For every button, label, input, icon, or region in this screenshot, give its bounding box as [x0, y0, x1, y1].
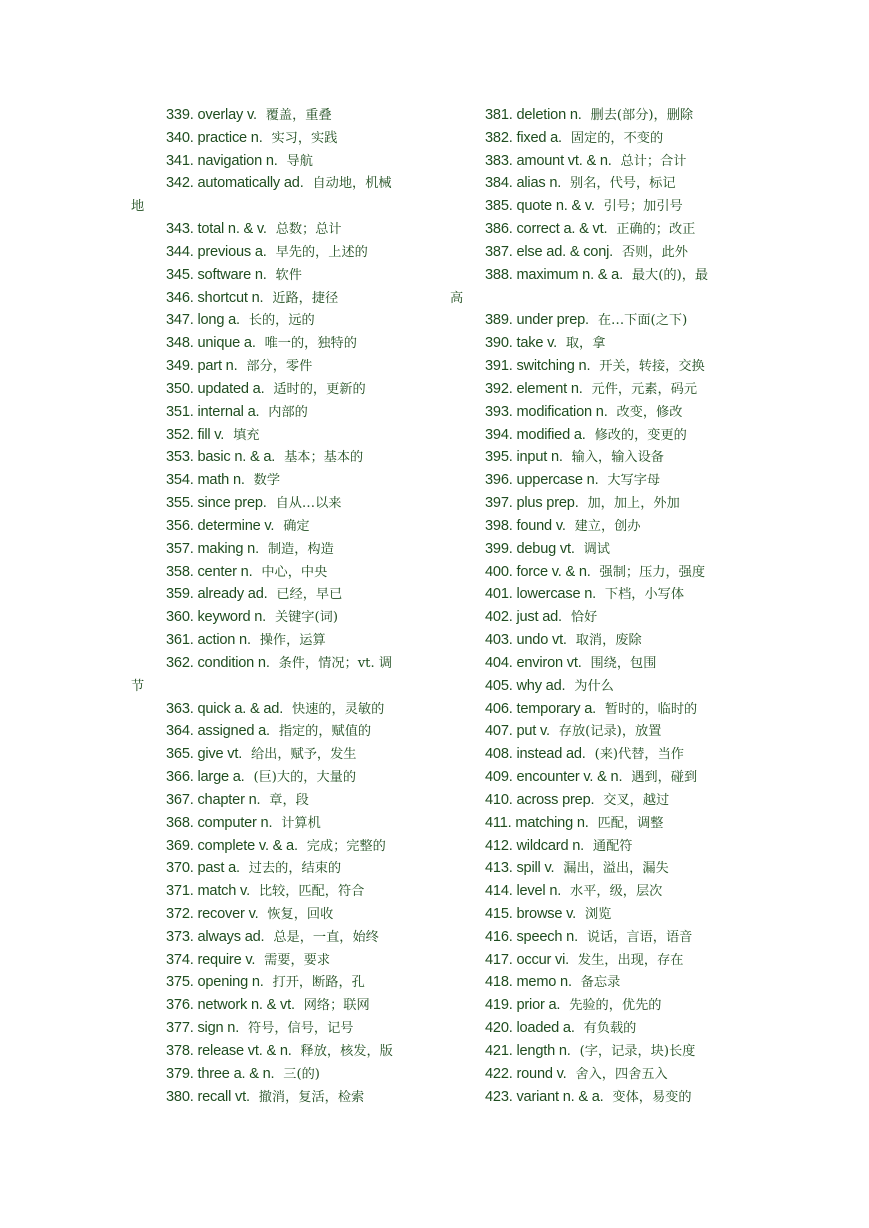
vocab-entry: [131, 880, 431, 903]
vocab-term: 406. temporary a.: [485, 700, 596, 717]
vocab-definition: 舍入，四舍五入: [575, 1066, 668, 1082]
vocab-definition: 水平，级，层次: [570, 884, 663, 900]
vocab-definition: 自从…以来: [275, 496, 342, 512]
vocab-entry: [450, 241, 750, 264]
vocab-entry: [450, 1017, 750, 1040]
vocab-entry: [131, 287, 431, 310]
vocab-definition: 导航: [286, 153, 313, 169]
vocab-entry: [131, 857, 431, 880]
vocab-entry: [131, 812, 431, 835]
vocab-entry: [131, 994, 431, 1017]
vocab-definition: 唯一的，独特的: [264, 336, 357, 352]
vocab-entry: [131, 561, 431, 584]
vocab-entry: [450, 1040, 750, 1063]
vocab-definition: 数学: [253, 473, 281, 489]
vocab-definition: 填充: [233, 427, 260, 443]
vocab-term: 355. since prep.: [166, 495, 267, 512]
vocab-term: 397. plus prep.: [485, 495, 579, 512]
right-column: [450, 104, 750, 1108]
vocab-entry: [450, 378, 750, 401]
vocab-entry: [131, 652, 431, 675]
vocab-entry: [450, 401, 750, 424]
vocab-entry: [131, 104, 431, 127]
vocab-term: 349. part n.: [166, 358, 238, 375]
vocab-definition: 大写字母: [607, 473, 661, 489]
vocab-definition: 交叉，越过: [603, 792, 670, 808]
vocab-definition: 说话，言语，语音: [586, 929, 693, 945]
vocab-entry: [131, 903, 431, 926]
vocab-term: 374. require v.: [166, 951, 256, 968]
vocab-definition: 需要，要求: [264, 952, 331, 968]
vocab-term: 363. quick a. & ad.: [166, 700, 284, 717]
vocab-definition: 已经，早已: [276, 587, 343, 603]
vocab-term: 383. amount vt. & n.: [485, 152, 612, 169]
vocab-entry: [131, 629, 431, 652]
vocab-definition: 调试: [583, 541, 610, 557]
vocab-entry: [450, 652, 750, 675]
vocab-entry: [131, 127, 431, 150]
vocab-definition: 高: [450, 290, 464, 306]
vocab-entry: [450, 104, 750, 127]
vocab-definition: 匹配，调整: [597, 815, 664, 831]
vocab-term: 359. already ad.: [166, 586, 268, 603]
vocab-definition: 删去(部分)，删除: [590, 108, 694, 123]
vocab-term: 347. long a.: [166, 312, 240, 329]
vocab-definition: 存放(记录)，放置: [558, 724, 662, 740]
vocab-definition: 自动地，机械: [312, 176, 392, 192]
vocab-term: 403. undo vt.: [485, 632, 567, 649]
vocab-definition: 实习，实践: [271, 130, 338, 146]
vocab-definition: 正确的；改正: [616, 222, 696, 238]
vocab-term: 377. sign n.: [166, 1020, 240, 1037]
vocab-entry: [131, 1017, 431, 1040]
vocab-definition: 浏览: [584, 906, 612, 922]
vocab-definition: (来)代替，当作: [594, 747, 684, 763]
vocab-entry: [131, 515, 431, 538]
vocab-definition: 软件: [275, 267, 302, 283]
vocab-definition: 总数；总计: [275, 222, 342, 238]
vocab-term: 373. always ad.: [166, 928, 265, 945]
vocab-definition: 暂时的，临时的: [604, 701, 698, 717]
vocab-entry: [131, 583, 431, 606]
vocab-definition: 部分，零件: [246, 359, 313, 375]
vocab-definition: 元件，元素，码元: [591, 381, 698, 397]
vocab-term: 378. release vt. & n.: [166, 1042, 292, 1059]
vocab-entry: [131, 378, 431, 401]
vocab-entry: [131, 355, 431, 378]
vocab-definition: 网络；联网: [303, 998, 370, 1014]
vocab-entry: [131, 264, 431, 287]
vocab-definition: 节: [131, 678, 145, 694]
vocab-entry: [450, 309, 750, 332]
vocab-entry: [131, 698, 431, 721]
vocab-definition: 恢复，回收: [267, 906, 334, 922]
vocab-definition: 操作，运算: [259, 633, 326, 649]
vocab-entry: [450, 880, 750, 903]
vocab-entry: [450, 789, 750, 812]
vocab-definition: 打开，断路，孔: [272, 975, 365, 991]
vocab-entry: [131, 332, 431, 355]
vocab-entry: [131, 789, 431, 812]
vocab-entry: [450, 903, 750, 926]
vocab-term: 417. occur vi.: [485, 951, 569, 968]
vocab-term: 370. past a.: [166, 860, 240, 877]
vocab-entry: [131, 743, 431, 766]
vocab-entry: [450, 195, 750, 218]
vocab-term: 360. keyword n.: [166, 609, 267, 626]
vocab-entry: [450, 949, 750, 972]
vocab-definition: 加，加上，外加: [587, 496, 680, 512]
vocab-term: 340. practice n.: [166, 129, 263, 146]
vocab-entry: [131, 1086, 431, 1109]
vocab-term: 388. maximum n. & a.: [485, 266, 623, 283]
vocab-definition: 取消，废除: [575, 633, 642, 649]
vocab-definition: 长的，远的: [248, 313, 315, 329]
vocab-entry: [131, 1063, 431, 1086]
vocab-definition: 撤消，复活，检索: [258, 1089, 365, 1105]
vocab-entry: [450, 971, 750, 994]
vocab-term: 422. round v.: [485, 1065, 567, 1082]
vocab-term: 384. alias n.: [485, 175, 562, 192]
vocab-term: 418. memo n.: [485, 974, 572, 991]
vocab-entry: [450, 264, 750, 287]
vocab-definition: 有负载的: [583, 1021, 637, 1037]
vocab-entry: [450, 606, 750, 629]
vocab-term: 368. computer n.: [166, 814, 273, 831]
vocab-entry: [131, 172, 431, 195]
vocab-definition: 计算机: [281, 815, 321, 831]
vocab-definition: 章，段: [269, 792, 309, 808]
vocab-definition: (字，记录，块)长度: [579, 1043, 696, 1059]
vocab-entry: [450, 424, 750, 447]
vocab-entry: [131, 766, 431, 789]
vocab-definition: 发生，出现，存在: [577, 952, 684, 968]
vocab-term: 364. assigned a.: [166, 723, 270, 740]
vocab-entry-continuation: [450, 287, 750, 310]
vocab-definition: 指定的，赋值的: [278, 724, 372, 740]
vocab-entry: [450, 515, 750, 538]
vocab-term: 390. take v.: [485, 335, 557, 352]
vocab-entry: [450, 857, 750, 880]
vocab-term: 419. prior a.: [485, 997, 561, 1014]
vocab-definition: 符号，信号，记号: [247, 1021, 354, 1037]
vocab-definition: 漏出，溢出，漏失: [563, 861, 669, 877]
vocab-term: 394. modified a.: [485, 426, 586, 443]
vocab-definition: 条件，情况；vt. 调: [278, 655, 393, 671]
vocab-term: 402. just ad.: [485, 609, 562, 626]
vocab-definition: 下档，小写体: [604, 587, 685, 603]
vocab-definition: 快速的，灵敏的: [292, 701, 385, 717]
vocab-term: 410. across prep.: [485, 791, 595, 808]
left-column: [131, 104, 431, 1108]
vocab-term: 371. match v.: [166, 883, 250, 900]
vocab-term: 382. fixed a.: [485, 129, 562, 146]
vocab-term: 342. automatically ad.: [166, 175, 304, 192]
vocab-definition: 过去的，结束的: [248, 861, 342, 877]
vocab-entry: [131, 606, 431, 629]
vocab-definition: 建立，创办: [574, 518, 641, 534]
vocab-definition: 在…下面(之下): [597, 313, 688, 329]
vocab-term: 358. center n.: [166, 563, 253, 580]
vocab-term: 414. level n.: [485, 883, 562, 900]
vocab-term: 379. three a. & n.: [166, 1065, 275, 1082]
vocab-term: 391. switching n.: [485, 358, 591, 375]
vocab-definition: 总是，一直，始终: [273, 929, 379, 945]
vocab-entry: [131, 446, 431, 469]
vocab-entry: [450, 218, 750, 241]
vocab-definition: 关键字(词): [274, 610, 338, 626]
vocab-entry: [131, 926, 431, 949]
vocab-term: 416. speech n.: [485, 928, 578, 945]
vocab-term: 423. variant n. & a.: [485, 1088, 604, 1105]
vocab-term: 398. found v.: [485, 517, 566, 534]
vocab-term: 420. loaded a.: [485, 1020, 575, 1037]
vocab-term: 339. overlay v.: [166, 107, 257, 123]
vocab-entry: [450, 812, 750, 835]
vocab-term: 413. spill v.: [485, 860, 555, 877]
vocab-definition: 比较，匹配，符合: [258, 884, 365, 900]
vocab-definition: 为什么: [574, 678, 614, 694]
vocab-entry: [131, 150, 431, 173]
vocab-definition: 近路，捷径: [272, 290, 339, 306]
vocab-term: 345. software n.: [166, 266, 267, 283]
vocab-term: 365. give vt.: [166, 746, 243, 763]
vocab-term: 389. under prep.: [485, 312, 589, 329]
vocab-entry: [450, 720, 750, 743]
vocab-definition: 别名，代号，标记: [570, 176, 676, 192]
vocab-term: 395. input n.: [485, 449, 563, 466]
vocab-term: 357. making n.: [166, 540, 259, 557]
vocab-term: 405. why ad.: [485, 677, 566, 694]
vocab-definition: 通配符: [592, 838, 633, 854]
vocab-entry-continuation: [131, 675, 431, 698]
vocab-definition: 备忘录: [580, 975, 621, 991]
vocab-term: 341. navigation n.: [166, 152, 278, 169]
vocab-entry: [131, 218, 431, 241]
vocab-term: 408. instead ad.: [485, 746, 586, 763]
vocab-term: 366. large a.: [166, 769, 245, 786]
vocab-entry: [450, 675, 750, 698]
vocab-entry: [450, 835, 750, 858]
vocab-definition: 引号；加引号: [603, 199, 683, 215]
vocab-entry: [131, 241, 431, 264]
vocab-definition: 内部的: [268, 404, 308, 420]
vocab-term: 393. modification n.: [485, 403, 608, 420]
vocab-definition: 变体，易变的: [612, 1089, 692, 1105]
vocab-term: 344. previous a.: [166, 243, 267, 260]
vocab-definition: 否则，此外: [621, 244, 688, 260]
vocab-definition: 地: [131, 199, 145, 215]
vocab-definition: 中心，中央: [261, 564, 328, 580]
vocab-definition: 适时的，更新的: [273, 381, 366, 397]
vocab-entry: [450, 1086, 750, 1109]
vocab-definition: 遇到，碰到: [631, 770, 698, 786]
vocab-entry: [131, 309, 431, 332]
vocab-entry: [131, 424, 431, 447]
vocab-entry: [450, 1063, 750, 1086]
vocab-entry: [131, 469, 431, 492]
vocab-entry: [131, 949, 431, 972]
vocab-entry: [450, 698, 750, 721]
vocab-definition: 开关，转接，交换: [599, 359, 705, 375]
vocab-term: 376. network n. & vt.: [166, 997, 295, 1014]
vocab-entry: [450, 994, 750, 1017]
vocab-entry: [450, 355, 750, 378]
vocab-definition: 取，拿: [565, 336, 606, 352]
vocab-term: 392. element n.: [485, 380, 583, 397]
vocab-term: 412. wildcard n.: [485, 837, 585, 854]
vocab-term: 343. total n. & v.: [166, 221, 267, 238]
vocab-term: 399. debug vt.: [485, 540, 575, 557]
vocab-entry: [450, 743, 750, 766]
vocab-entry: [131, 971, 431, 994]
vocab-term: 367. chapter n.: [166, 791, 261, 808]
vocab-term: 375. opening n.: [166, 974, 264, 991]
vocab-entry: [450, 561, 750, 584]
vocab-definition: 完成；完整的: [306, 838, 386, 854]
vocab-term: 401. lowercase n.: [485, 586, 596, 603]
vocab-entry: [450, 629, 750, 652]
vocab-definition: 基本；基本的: [284, 450, 364, 466]
vocab-definition: 确定: [283, 518, 310, 534]
vocab-term: 361. action n.: [166, 632, 251, 649]
vocab-term: 415. browse v.: [485, 905, 577, 922]
vocab-definition: 围绕，包围: [590, 655, 657, 671]
vocab-term: 386. correct a. & vt.: [485, 221, 608, 238]
vocab-term: 351. internal a.: [166, 403, 260, 420]
vocab-term: 396. uppercase n.: [485, 472, 599, 489]
vocab-definition: 修改的，变更的: [594, 427, 687, 443]
vocab-definition: 给出，赋予，发生: [251, 747, 357, 763]
vocab-term: 348. unique a.: [166, 335, 256, 352]
vocab-term: 352. fill v.: [166, 426, 225, 443]
vocab-term: 353. basic n. & a.: [166, 449, 276, 466]
vocab-entry: [450, 332, 750, 355]
vocab-definition: 总计；合计: [620, 153, 687, 169]
vocab-entry: [450, 926, 750, 949]
vocab-entry: [131, 720, 431, 743]
vocab-entry: [131, 538, 431, 561]
vocab-entry: [450, 583, 750, 606]
vocab-entry: [450, 150, 750, 173]
vocab-entry: [131, 492, 431, 515]
vocab-term: 354. math n.: [166, 472, 245, 489]
vocab-definition: (巨)大的，大量的: [253, 770, 357, 786]
vocab-term: 350. updated a.: [166, 380, 265, 397]
vocab-definition: 制造，构造: [267, 541, 334, 557]
vocab-term: 346. shortcut n.: [166, 289, 264, 306]
vocab-term: 385. quote n. & v.: [485, 198, 595, 215]
vocab-entry: [131, 835, 431, 858]
vocab-term: 372. recover v.: [166, 905, 259, 922]
vocab-term: 411. matching n.: [485, 814, 589, 831]
vocab-entry: [450, 446, 750, 469]
vocab-term: 409. encounter v. & n.: [485, 769, 623, 786]
vocab-definition: 三(的): [283, 1066, 320, 1082]
vocab-definition: 释放，核发，版: [300, 1043, 393, 1059]
vocab-entry: [450, 172, 750, 195]
vocab-definition: 固定的，不变的: [570, 130, 664, 146]
vocab-definition: 最大(的)，最: [631, 267, 709, 283]
vocab-entry: [450, 492, 750, 515]
vocab-term: 400. force v. & n.: [485, 563, 591, 580]
vocab-definition: 恰好: [570, 610, 598, 626]
vocab-definition: 先验的，优先的: [569, 998, 662, 1014]
vocab-definition: 早先的，上述的: [275, 244, 368, 260]
vocab-entry: [450, 469, 750, 492]
vocab-term: 380. recall vt.: [166, 1088, 250, 1105]
vocab-term: 407. put v.: [485, 723, 550, 740]
vocab-definition: 输入，输入设备: [571, 450, 664, 466]
vocab-term: 387. else ad. & conj.: [485, 243, 614, 260]
vocab-term: 421. length n.: [485, 1042, 571, 1059]
vocab-entry: [450, 538, 750, 561]
vocab-definition: 改变，修改: [616, 404, 683, 420]
vocab-entry: [131, 401, 431, 424]
vocab-term: 369. complete v. & a.: [166, 837, 298, 854]
vocab-entry: [450, 127, 750, 150]
vocab-entry-continuation: [131, 195, 431, 218]
vocab-entry: [131, 1040, 431, 1063]
vocab-term: 404. environ vt.: [485, 654, 582, 671]
vocab-term: 381. deletion n.: [485, 107, 582, 123]
vocab-term: 356. determine v.: [166, 517, 275, 534]
vocab-term: 362. condition n.: [166, 654, 270, 671]
vocab-definition: 强制；压力，强度: [599, 564, 706, 580]
vocab-definition: 覆盖，重叠: [265, 108, 332, 123]
vocab-entry: [450, 766, 750, 789]
